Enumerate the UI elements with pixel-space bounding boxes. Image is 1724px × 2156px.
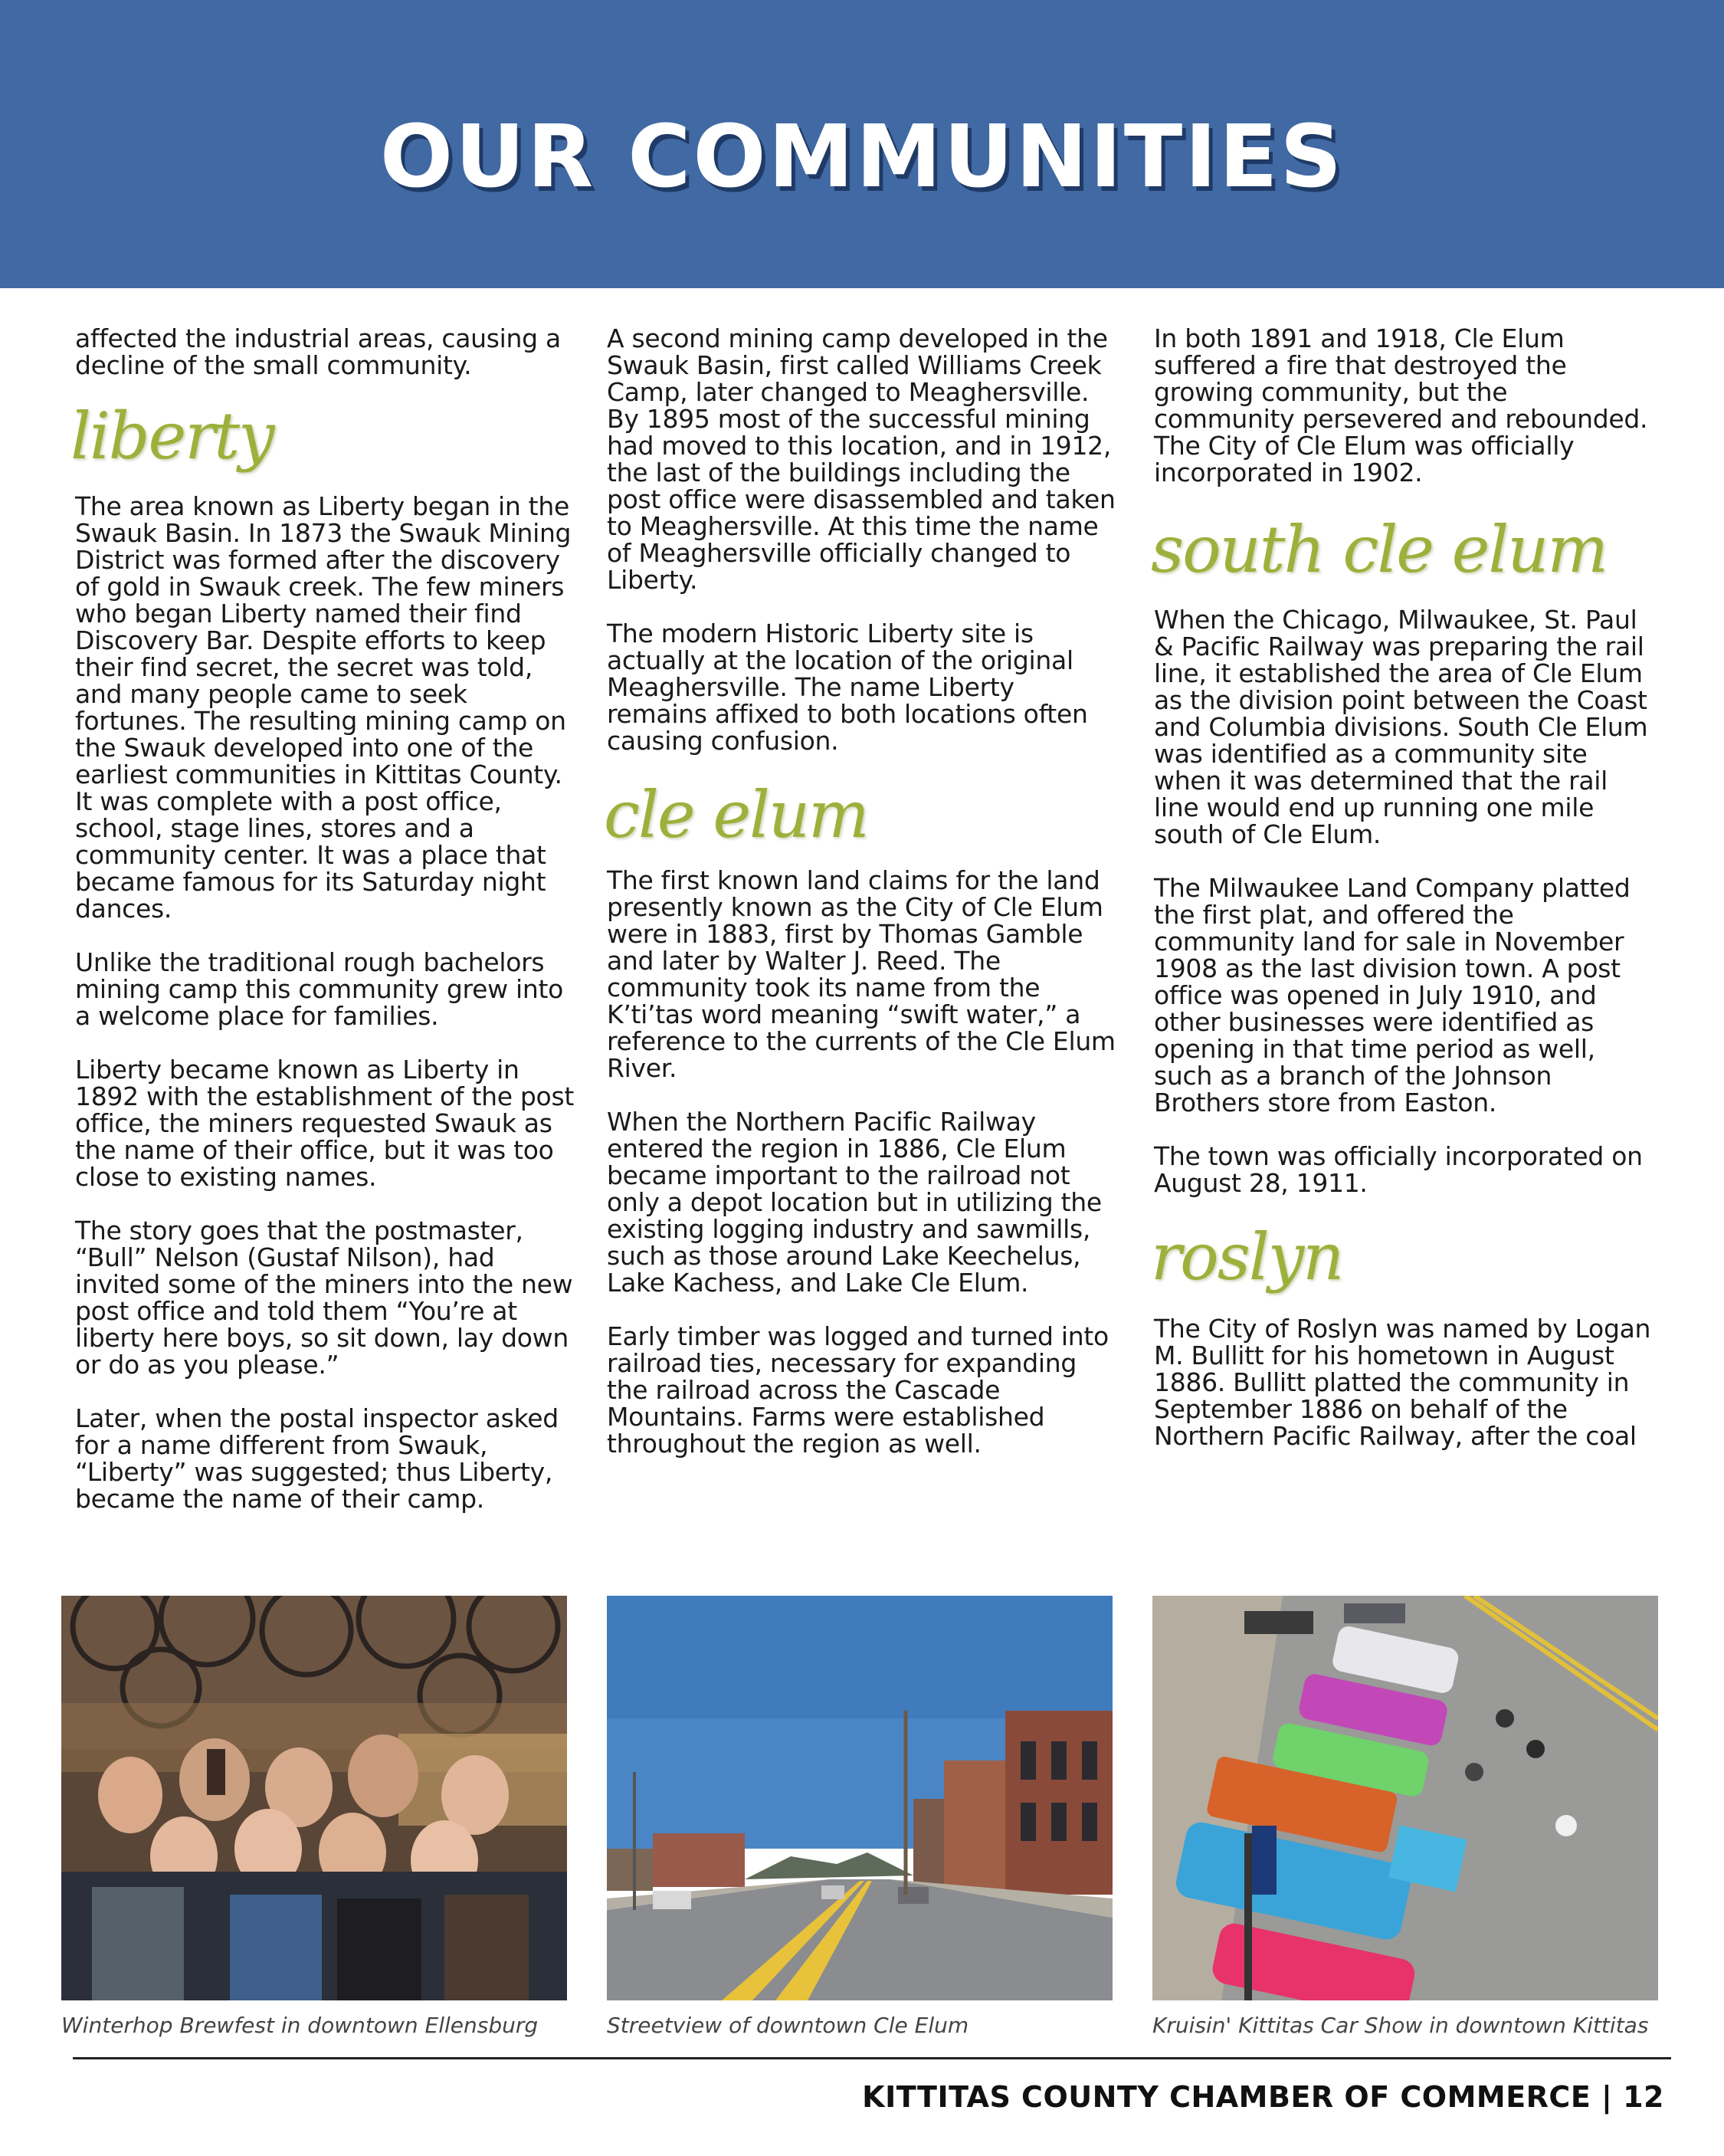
paragraph: The City of Roslyn was named by Logan M. Bullitt for his hometown in August 1886. Bullitt platted the community in September 1886 on behalf of the Northern Pacific Railway, after the coal xyxy=(1154,1314,1651,1451)
paragraph: The story goes that the postmaster, “Bull” Nelson (Gustaf Nilson), had invited some of the miners into the new post office and told them “You’re at liberty here boys, so sit down, lay down or do as you please.” xyxy=(75,1216,573,1380)
paragraph: Liberty became known as Liberty in 1892 with the establishment of the post office, the miners requested Swauk as the name of their office, but it was too close to existing names. xyxy=(75,1055,574,1192)
section-heading-liberty: liberty xyxy=(70,399,274,474)
paragraph: Early timber was logged and turned into railroad ties, necessary for expanding the railroad across the Cascade Mountains. Farms were established throughout the region as well. xyxy=(607,1321,1109,1459)
paragraph: A second mining camp developed in the Swauk Basin, first called Williams Creek Camp, later changed to Meaghersville. By 1895 most of the successful mining had moved to this location, and in 1912, the last of the buildings including the post office were disassembled and taken to Meaghersville. At this time the name of Meaghersville officially changed to Liberty. xyxy=(607,323,1116,595)
section-heading-cle-elum: cle elum xyxy=(604,777,868,852)
caption-photo1: Winterhop Brewfest in downtown Ellensburg xyxy=(61,2013,539,2038)
page-title: OUR COMMUNITIES xyxy=(379,107,1345,207)
paragraph: When the Chicago, Milwaukee, St. Paul & Pacific Railway was preparing the rail line, it established the area of Cle Elum as the division point between the Coast and Columbia divisions. South Cle Elum was identified as a community site when it was determined that the rail line would end up running one mile south of Cle Elum. xyxy=(1154,605,1648,849)
paragraph: In both 1891 and 1918, Cle Elum suffered a fire that destroyed the growing community, but the community persevered and rebounded. The City of Cle Elum was officially incorporated in 1902. xyxy=(1154,323,1648,487)
paragraph: When the Northern Pacific Railway entered the region in 1886, Cle Elum became important to the railroad not only a depot location but in utilizing the existing logging industry and sawmills, such as those around Lake Keechelus, Lake Kachess, and Lake Cle Elum. xyxy=(607,1107,1102,1298)
photo-carshow xyxy=(1152,1596,1658,2000)
column-3 xyxy=(1151,323,1654,1451)
photo-streetview xyxy=(607,1596,1113,2000)
paragraph: The area known as Liberty began in the Swauk Basin. In 1873 the Swauk Mining District was formed after the discovery of gold in Swauk creek. The few miners who began Liberty named their find Discovery Bar. Despite efforts to keep their find secret, the secret was told, and many people came to seek fortunes. The resulting mining camp on the Swauk developed into one of the earliest communities in Kittitas County. It was complete with a post office, school, stage lines, stores and a community center. It was a place that became famous for its Saturday night dances. xyxy=(75,491,572,924)
column-1 xyxy=(70,323,581,1514)
paragraph: The town was officially incorporated on August 28, 1911. xyxy=(1154,1141,1643,1198)
paragraph: The modern Historic Liberty site is actually at the location of the original Meaghersville. The name Liberty remains affixed to both locations often causing confusion. xyxy=(607,619,1088,756)
section-heading-roslyn: roslyn xyxy=(1151,1219,1343,1295)
paragraph: Unlike the traditional rough bachelors mining camp this community grew into a welcome place for families. xyxy=(75,947,563,1031)
paragraph: The Milwaukee Land Company platted the first plat, and offered the community land for sale in November 1908 as the last division town. A post office was opened in July 1910, and other businesses were identified as opening in that time period as well, such as a branch of the Johnson Brothers store from Easton. xyxy=(1154,873,1631,1117)
caption-photo2: Streetview of downtown Cle Elum xyxy=(607,2013,969,2038)
paragraph: affected the industrial areas, causing a decline of the small community. xyxy=(75,323,561,380)
footer-text: KITTITAS COUNTY CHAMBER OF COMMERCE | 12 xyxy=(862,2080,1664,2114)
footer-rule xyxy=(73,2057,1671,2059)
photo-brewfest xyxy=(61,1596,567,2000)
paragraph: Later, when the postal inspector asked for a name different from Swauk, “Liberty” was suggested; thus Liberty, became the name of their camp. xyxy=(75,1403,559,1514)
paragraph: The first known land claims for the land presently known as the City of Cle Elum were in 1883, first by Thomas Gamble and later by Walter J. Reed. The community took its name from the K’ti’tas word meaning “swift water,” a reference to the currents of the Cle Elum River. xyxy=(607,865,1116,1083)
section-heading-south-cle-elum: south cle elum xyxy=(1151,512,1607,587)
caption-photo3: Kruisin' Kittitas Car Show in downtown Kittitas xyxy=(1152,2013,1649,2038)
column-2 xyxy=(604,323,1119,1459)
